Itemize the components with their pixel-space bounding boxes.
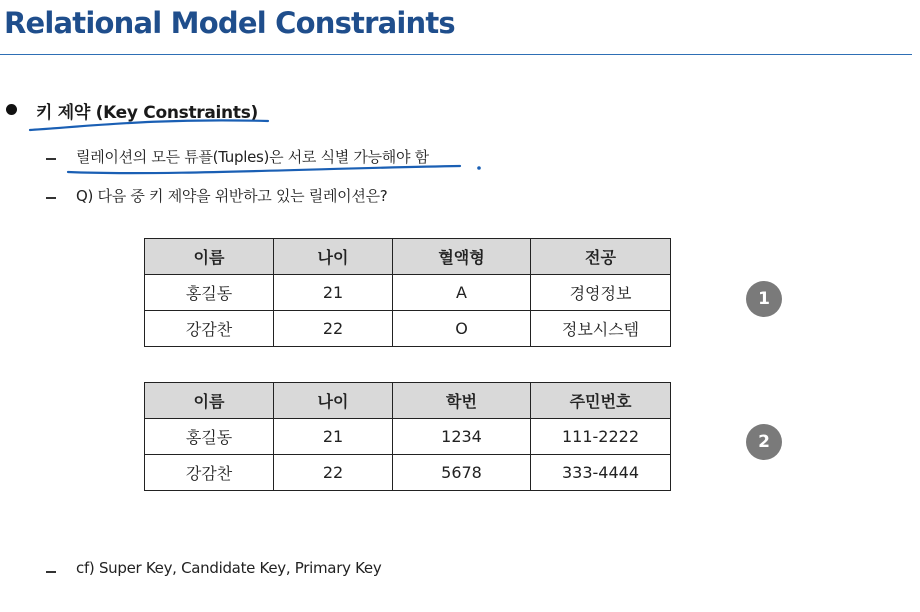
- table-row: [145, 455, 671, 491]
- header-cell: 나이: [274, 383, 393, 419]
- option-badge-1: 1: [746, 281, 782, 317]
- table-cell: 홍길동: [145, 275, 274, 311]
- header-cell: 이름: [145, 239, 274, 275]
- table-cell: 강감찬: [145, 311, 274, 347]
- table-cell: 111-2222: [531, 419, 671, 455]
- table-cell: 22: [274, 455, 393, 491]
- bullet-key-constraints: 키 제약 (Key Constraints): [36, 103, 258, 123]
- table-cell: O: [393, 311, 531, 347]
- table-cell: 22: [274, 311, 393, 347]
- sub-item-question: Q) 다음 중 키 제약을 위반하고 있는 릴레이션은?: [76, 187, 388, 205]
- table-cell: 1234: [393, 419, 531, 455]
- table-cell: 홍길동: [145, 419, 274, 455]
- table-cell: 333-4444: [531, 455, 671, 491]
- bullet-dot-icon: [6, 104, 17, 115]
- option-badge-2: 2: [746, 424, 782, 460]
- slide-title: Relational Model Constraints: [4, 6, 455, 40]
- relation-table-2: [144, 382, 671, 491]
- title-divider: [0, 54, 912, 55]
- relation-table-1: [144, 238, 671, 347]
- header-cell: 전공: [531, 239, 671, 275]
- sub-item-definition: 릴레이션의 모든 튜플(Tuples)은 서로 식별 가능해야 함: [76, 148, 429, 166]
- table-header-row: [145, 239, 671, 275]
- table-row: [145, 419, 671, 455]
- sub-item-key-types: cf) Super Key, Candidate Key, Primary Key: [76, 559, 382, 577]
- annotation-dot: [477, 166, 481, 170]
- table-cell: 경영정보: [531, 275, 671, 311]
- table-row: [145, 311, 671, 347]
- table-row: [145, 275, 671, 311]
- table-cell: 강감찬: [145, 455, 274, 491]
- table-header-row: [145, 383, 671, 419]
- header-cell: 학번: [393, 383, 531, 419]
- dash-icon: [46, 158, 56, 160]
- underline-stroke-definition: [68, 166, 460, 173]
- dash-icon: [46, 197, 56, 199]
- table-cell: 21: [274, 419, 393, 455]
- table-cell: 정보시스템: [531, 311, 671, 347]
- header-cell: 이름: [145, 383, 274, 419]
- table-cell: 21: [274, 275, 393, 311]
- header-cell: 주민번호: [531, 383, 671, 419]
- table-cell: 5678: [393, 455, 531, 491]
- header-cell: 혈액형: [393, 239, 531, 275]
- header-cell: 나이: [274, 239, 393, 275]
- dash-icon: [46, 571, 56, 573]
- table-cell: A: [393, 275, 531, 311]
